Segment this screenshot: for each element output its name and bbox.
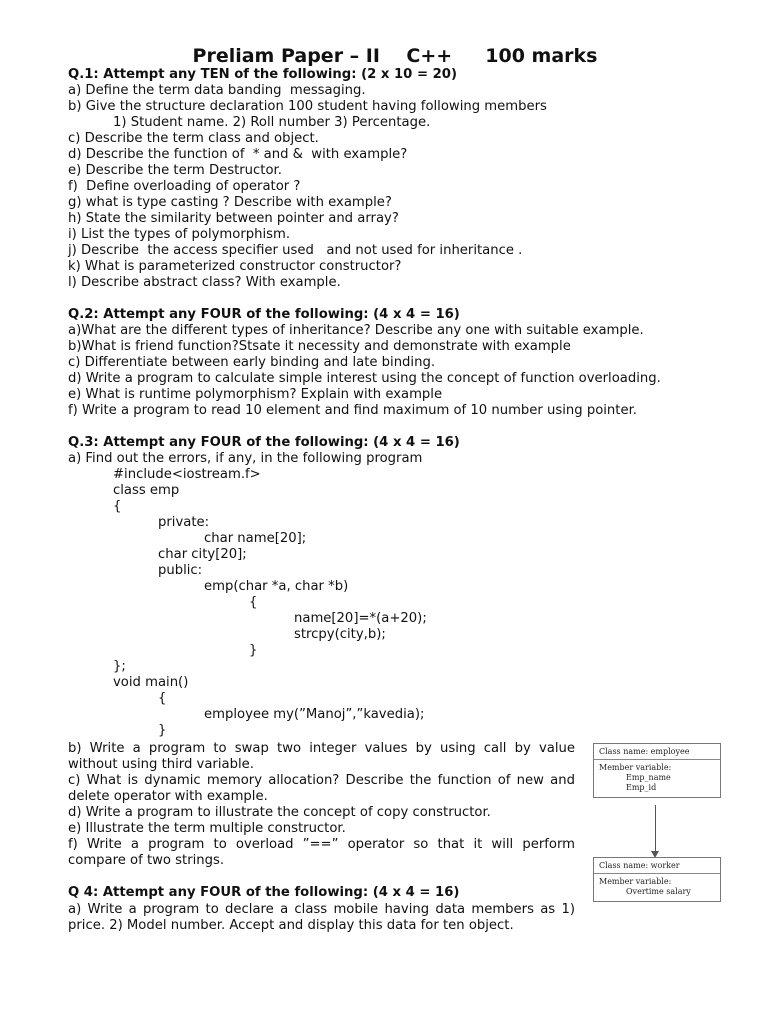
member-label: Member variable: [599, 877, 672, 886]
question-line: char city[20]; [158, 547, 247, 562]
question-line: f) Write a program to overload ”==” operator so that it will perform [68, 837, 575, 852]
question-line: d) Describe the function of * and & with example? [68, 147, 408, 162]
question-heading: Q.1: Attempt any TEN of the following: (2 x 10 = 20) [68, 67, 457, 82]
member-item: Emp_id [626, 783, 657, 792]
question-heading: Q 4: Attempt any FOUR of the following: (4 x 4 = 16) [68, 885, 460, 900]
member-item: Emp_name [626, 773, 671, 782]
question-line: d) Write a program to illustrate the concept of copy constructor. [68, 805, 491, 820]
question-line: h) State the similarity between pointer and array? [68, 211, 399, 226]
question-line: g) what is type casting ? Describe with example? [68, 195, 392, 210]
question-line: } [158, 723, 167, 738]
question-line: compare of two strings. [68, 853, 225, 868]
question-line: c) What is dynamic memory allocation? Describe the function of new and [68, 773, 575, 788]
question-line: l) Describe abstract class? With example. [68, 275, 341, 290]
question-line: #include<iostream.f> [113, 467, 261, 482]
question-line: c) Describe the term class and object. [68, 131, 319, 146]
question-line: without using third variable. [68, 757, 254, 772]
question-line: j) Describe the access specifier used and not used for inheritance . [68, 243, 523, 258]
question-line: i) List the types of polymorphism. [68, 227, 291, 242]
question-line: char name[20]; [204, 531, 307, 546]
question-line: b)What is friend function?Stsate it necessity and demonstrate with example [68, 339, 571, 354]
class-box-employee [593, 743, 721, 798]
question-line: b) Write a program to swap two integer values by using call by value [68, 741, 575, 756]
question-line: a) Write a program to declare a class mobile having data members as 1) [68, 902, 575, 917]
question-line: employee my(”Manoj”,”kavedia); [204, 707, 425, 722]
question-line: strcpy(city,b); [294, 627, 386, 642]
question-line: d) Write a program to calculate simple interest using the concept of function overloading. [68, 371, 661, 386]
question-line: class emp [113, 483, 180, 498]
question-line: f) Define overloading of operator ? [68, 179, 301, 194]
class-box-header: Class name: worker [594, 858, 720, 874]
question-line: e) Describe the term Destructor. [68, 163, 282, 178]
question-line: emp(char *a, char *b) [204, 579, 349, 594]
question-line: private: [158, 515, 210, 530]
question-line: c) Differentiate between early binding and late binding. [68, 355, 436, 370]
question-line: } [249, 643, 258, 658]
question-line: { [158, 691, 167, 706]
member-label: Member variable: [599, 763, 672, 772]
page-title: Preliam Paper – II C++ 100 marks [192, 45, 598, 67]
class-box-header: Class name: employee [594, 744, 720, 760]
question-line: a)What are the different types of inheritance? Describe any one with suitable example. [68, 323, 644, 338]
question-line: { [249, 595, 258, 610]
question-line: b) Give the structure declaration 100 student having following members [68, 99, 547, 114]
question-line: }; [113, 659, 126, 674]
question-line: e) Illustrate the term multiple constructor. [68, 821, 346, 836]
member-item: Overtime salary [626, 887, 691, 896]
question-line: public: [158, 563, 203, 578]
class-box-worker [593, 857, 721, 902]
question-line: delete operator with example. [68, 789, 268, 804]
inheritance-diagram [590, 735, 728, 925]
question-line: f) Write a program to read 10 element and find maximum of 10 number using pointer. [68, 403, 637, 418]
question-line: a) Find out the errors, if any, in the following program [68, 451, 423, 466]
question-line: void main() [113, 675, 189, 690]
question-line: 1) Student name. 2) Roll number 3) Percentage. [113, 115, 431, 130]
question-line: price. 2) Model number. Accept and display this data for ten object. [68, 918, 514, 933]
inheritance-arrow [655, 805, 656, 853]
question-heading: Q.3: Attempt any FOUR of the following: (4 x 4 = 16) [68, 435, 460, 450]
question-heading: Q.2: Attempt any FOUR of the following: (4 x 4 = 16) [68, 307, 460, 322]
question-line: k) What is parameterized constructor constructor? [68, 259, 402, 274]
question-line: e) What is runtime polymorphism? Explain with example [68, 387, 443, 402]
question-line: { [113, 499, 122, 514]
question-line: a) Define the term data banding messaging. [68, 83, 366, 98]
question-line: name[20]=*(a+20); [294, 611, 427, 626]
